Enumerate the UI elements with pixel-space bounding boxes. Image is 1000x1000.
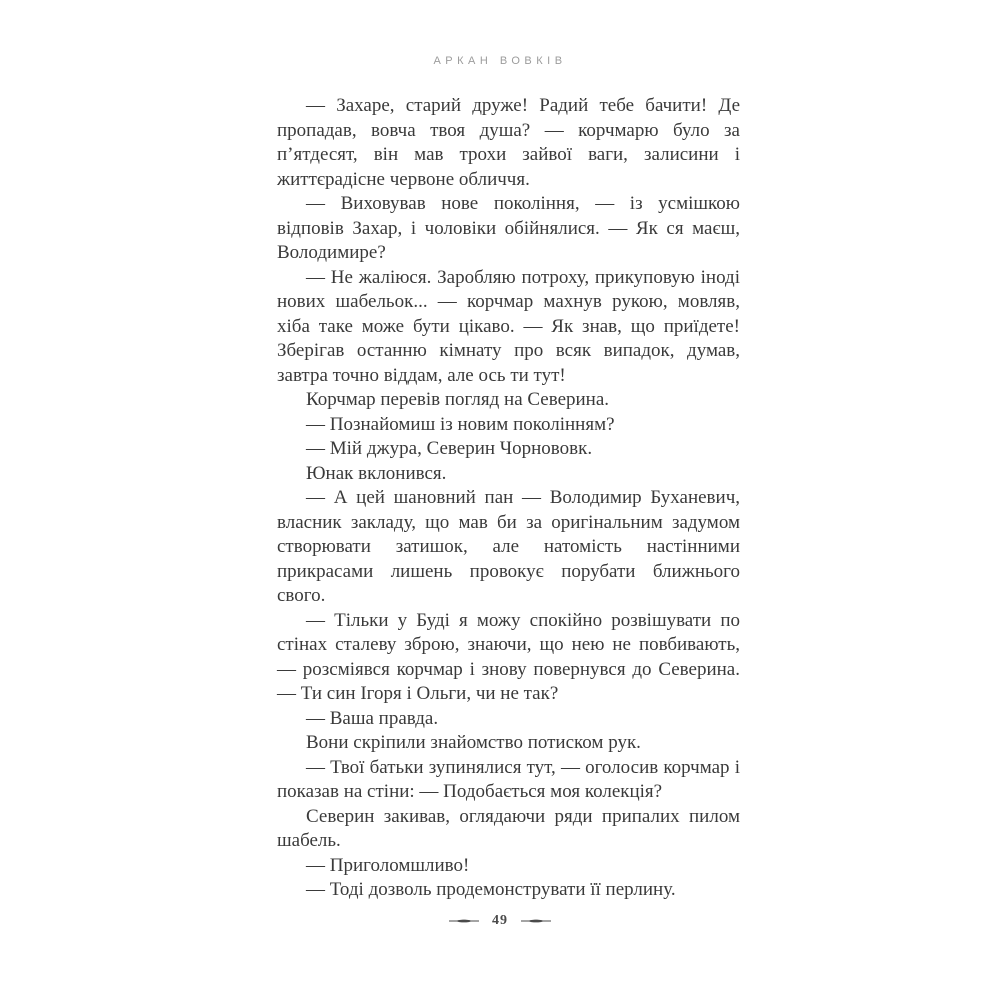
paragraph: Северин закивав, оглядаючи ряди припалих пилом шабель. <box>277 805 740 851</box>
paragraph: — Мій джура, Северин Чорнововк. <box>306 438 593 459</box>
paragraph: — Не жаліюся. Заробляю потроху, прикуповую іноді нових шабельок... — корчмар махнув рукою, мовляв, хіба таке може бути цікаво. — Як знав, що приїдете! Зберігав останню кімнату про всяк випадок, думав, завтра точно віддам, але ось ти тут! <box>277 266 740 386</box>
paragraph: — Ваша правда. <box>306 707 439 729</box>
paragraph: — Виховував нове покоління, — із усмішкою відповів Захар, і чоловіки обійнялися. — Як ся маєш, Володимире? <box>277 193 740 263</box>
page-footer <box>0 913 1000 929</box>
paragraph: — Твої батьки зупинялися тут, — оголосив корчмар і показав на стіни: — Подобається моя колекція? <box>277 756 740 802</box>
paragraph: Корчмар перевів погляд на Северина. <box>306 389 610 410</box>
running-head: АРКАН ВОВКІВ <box>433 55 567 67</box>
paragraph: Юнак вклонився. <box>306 462 447 484</box>
paragraph: — Познайомиш із новим поколінням? <box>306 413 615 435</box>
paragraph: — Приголомшливо! <box>306 854 470 876</box>
paragraph: — Тільки у Буді я можу спокійно розвішувати по стінах сталеву зброю, знаючи, що нею не повбивають, — розсміявся корчмар і знову повернувся до Северина. — Ти син Ігоря і Ольги, чи не так? <box>277 609 740 704</box>
page-number: 49 <box>492 913 508 928</box>
body-text <box>277 94 740 903</box>
paragraph: — Захаре, старий друже! Радий тебе бачити! Де пропадав, вовча твоя душа? — корчмарю було за п’ятдесят, він мав трохи зайвої ваги, залисини і життєрадісне червоне обличчя. <box>277 95 740 190</box>
paragraph: — А цей шановний пан — Володимир Буханевич, власник закладу, що мав би за оригінальним задумом створювати затишок, але натомість настінними прикрасами лишень провокує порубати ближнього свого. <box>277 487 740 606</box>
footer-ornament-left-icon <box>449 917 479 925</box>
paragraph: — Тоді дозволь продемонструвати її перлину. <box>306 879 676 900</box>
footer-ornament-right-icon <box>521 917 551 925</box>
paragraph: Вони скріпили знайомство потиском рук. <box>306 732 641 753</box>
